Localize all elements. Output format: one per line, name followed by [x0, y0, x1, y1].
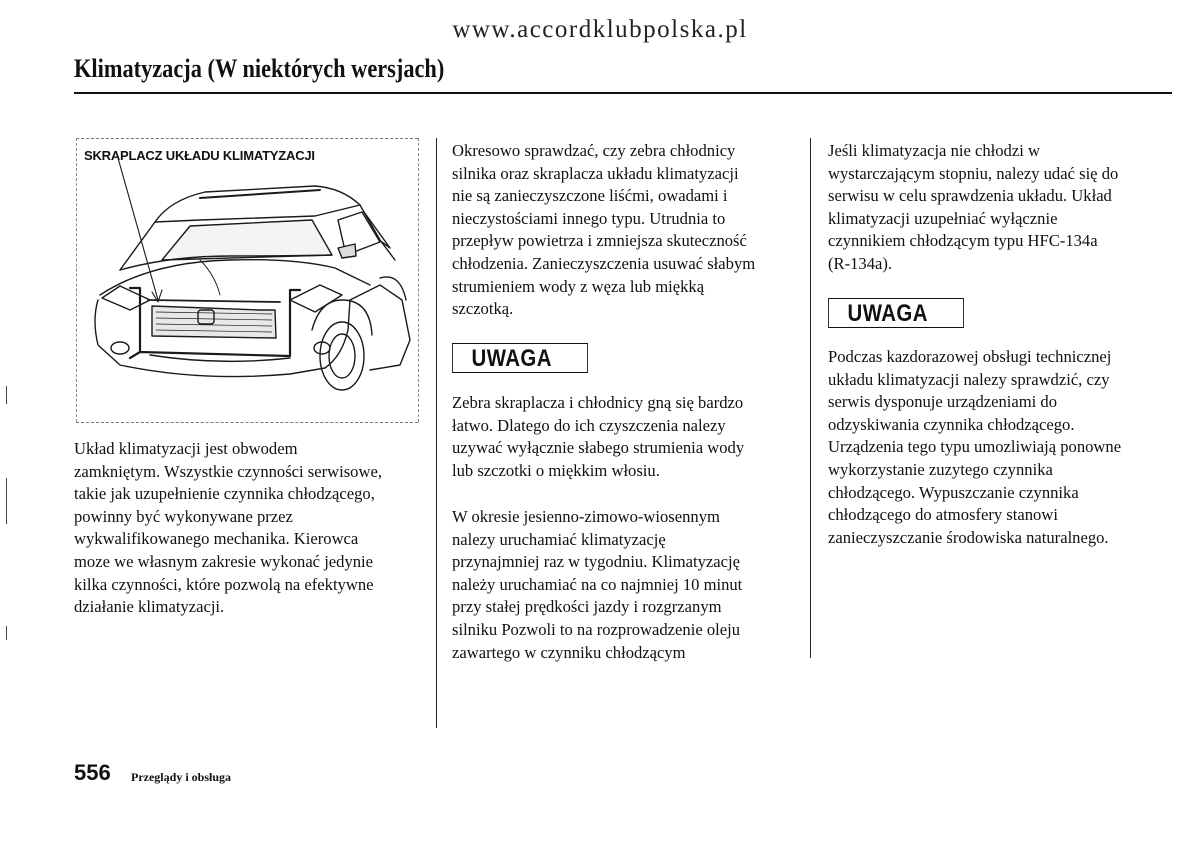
intro-paragraph: Układ klimatyzacji jest obwodem zamkniętym. Wszystkie czynności serwisowe, takie jak uzupełnienie czynnika chłodzącego, powinny być wykonywane przez wykwalifikowanego mechanika. Kierowca moze we własnym zakresie wykonać jedynie kilka czynności, które pozwolą na efektywne działanie klimatyzacji.: [74, 439, 382, 617]
page-number: 556: [74, 760, 111, 785]
margin-mark: [6, 626, 7, 640]
warning-label: UWAGA: [828, 298, 964, 328]
warning-label: UWAGA: [452, 343, 588, 373]
column-divider-1: [436, 138, 437, 728]
site-url: www.accordklubpolska.pl: [452, 16, 748, 43]
section-title: Klimatyzacja (W niektórych wersjach): [74, 54, 445, 83]
seasonal-paragraph: W okresie jesienno-zimowo-wiosennym nalezy uruchamiać klimatyzację przynajmniej raz w tygodniu. Klimatyzację należy uruchamiać na co najmniej 10 minut przy stałej prędkości jazdy i rozgrzanym silniku Pozwoli to na rozprowadzenie oleju zawartego w czynniku chłodzącym: [452, 507, 743, 662]
column-divider-2: [810, 138, 811, 658]
footer-section-label: Przeglądy i obsługa: [131, 770, 232, 784]
figure-border: [76, 138, 418, 139]
figure-border: [418, 138, 419, 422]
car-front-view-icon: [80, 160, 414, 415]
service-paragraph: Jeśli klimatyzacja nie chłodzi w wystarczającym stopniu, nalezy udać się do serwisu w celu sprawdzenia układu. Układ klimatyzacji uzupełniać wyłącznie czynnikiem chłodzącym typu HFC-134a (R-134a).: [828, 141, 1119, 273]
cleaning-paragraph: Okresowo sprawdzać, czy zebra chłodnicy silnika oraz skraplacza układu klimatyzacji nie są zanieczyszczone liśćmi, owadami i nieczystościami innego typu. Utrudnia to przepływ powietrza i zmniejsza skuteczność chłodzenia. Zanieczyszczenia usuwać słabym strumieniem wody z węza lub miękką szczotką.: [452, 141, 756, 319]
warning-text: Podczas kazdorazowej obsługi technicznej układu klimatyzacji nalezy sprawdzić, czy serwis dysponuje urządzeniami do odzyskiwania czynnika chłodzącego. Urządzenia tego typu umozliwiają ponowne wykorzystanie zuzytego czynnika chłodzącego. Wypuszczanie czynnika chłodzącego do atmosfery stanowi zanieczyszczanie środowiska naturalnego.: [828, 347, 1122, 547]
warning-text: Zebra skraplacza i chłodnicy gną się bardzo łatwo. Dlatego do ich czyszczenia nalezy uzywać wyłącznie słabego strumienia wody lub szczotki o miękkim włosiu.: [452, 393, 745, 480]
header-rule: [74, 92, 1172, 94]
margin-mark: [6, 478, 7, 524]
figure-border: [76, 422, 418, 423]
margin-mark: [6, 386, 7, 404]
figure-border: [76, 138, 77, 422]
figure-caption: SKRAPLACZ UKŁADU KLIMATYZACJI: [84, 148, 315, 163]
